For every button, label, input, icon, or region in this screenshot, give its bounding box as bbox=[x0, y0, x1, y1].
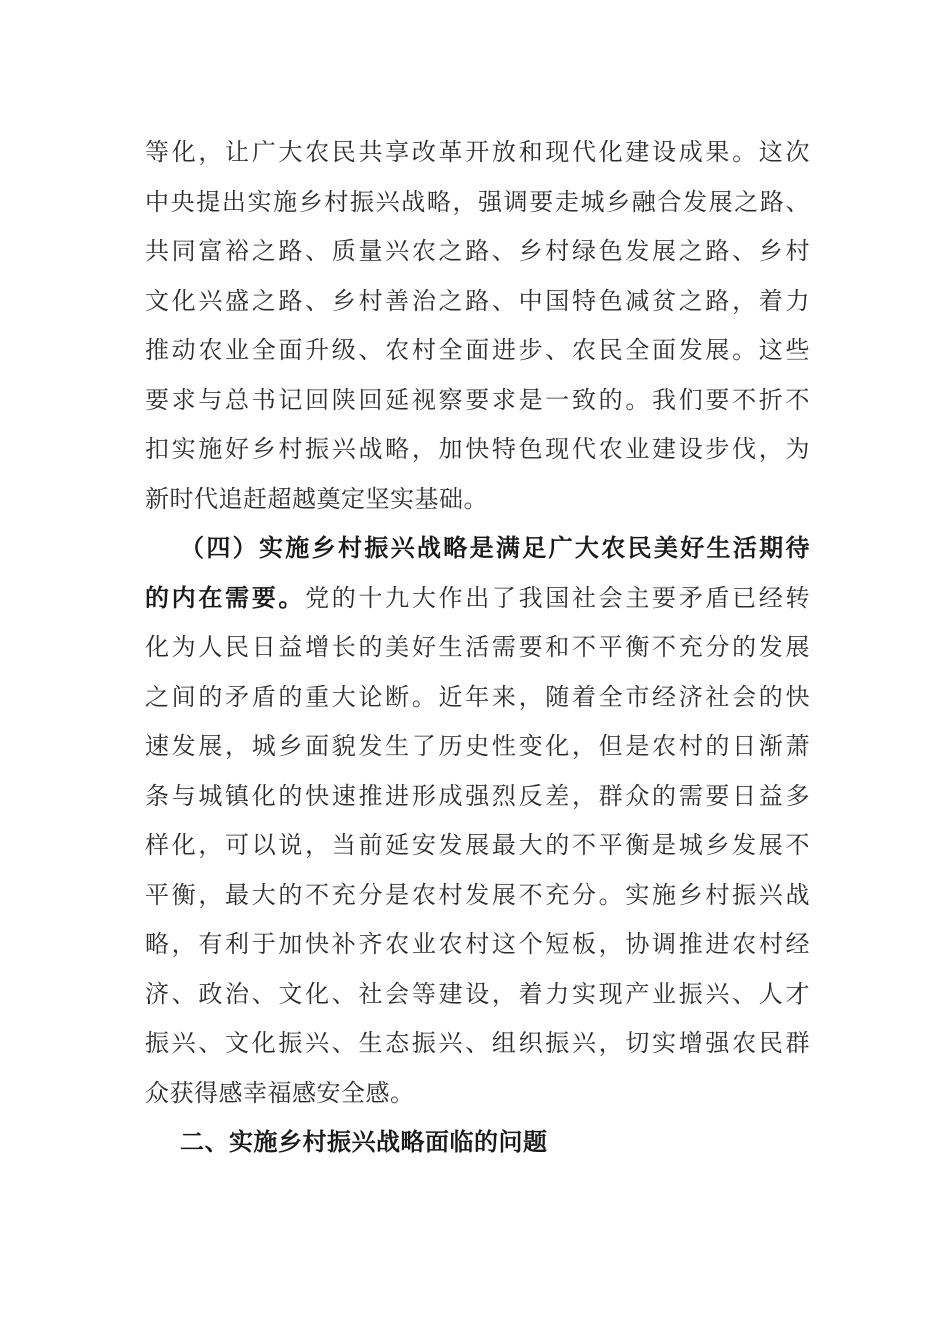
text-line: 推动农业全面升级、农村全面进步、农民全面发展。这些 bbox=[145, 336, 810, 364]
text-line: 平衡，最大的不充分是农村发展不充分。实施乡村振兴战 bbox=[145, 880, 810, 909]
text-line: 共同富裕之路、质量兴农之路、乡村绿色发展之路、乡村 bbox=[145, 237, 810, 265]
text-line: 文化兴盛之路、乡村善治之路、中国特色减贫之路，着力 bbox=[145, 286, 810, 315]
text-line: 样化，可以说，当前延安发展最大的不平衡是城乡发展不 bbox=[145, 831, 810, 859]
text-line: 新时代追赶超越奠定坚实基础。 bbox=[145, 484, 488, 513]
document-body bbox=[145, 128, 810, 1168]
text-line: 化为人民日益增长的美好生活需要和不平衡不充分的发展 bbox=[145, 633, 810, 661]
text-line: 众获得感幸福感安全感。 bbox=[145, 1078, 415, 1107]
text-line: 条与城镇化的快速推进形成强烈反差，群众的需要日益多 bbox=[145, 781, 810, 810]
text-line: 等化，让广大农民共享改革开放和现代化建设成果。这次 bbox=[145, 138, 810, 166]
text-line: 速发展，城乡面貌发生了历史性变化，但是农村的日渐萧 bbox=[145, 732, 810, 760]
text-line: 之间的矛盾的重大论断。近年来，随着全市经济社会的快 bbox=[145, 682, 810, 711]
text-line: 扣实施好乡村振兴战略，加快特色现代农业建设步伐，为 bbox=[145, 435, 810, 463]
section-heading: 二、实施乡村振兴战略面临的问题 bbox=[180, 1128, 548, 1156]
mixed-line bbox=[145, 574, 810, 624]
text-line: 中央提出实施乡村振兴战略，强调要走城乡融合发展之路、 bbox=[145, 187, 810, 216]
text-line: 振兴、文化振兴、生态振兴、组织振兴，切实增强农民群 bbox=[145, 1029, 810, 1057]
text-line: 略，有利于加快补齐农业农村这个短板，协调推进农村经 bbox=[145, 930, 810, 958]
text-line: 要求与总书记回陕回延视察要求是一致的。我们要不折不 bbox=[145, 385, 810, 414]
text-fragment: 党的十九大作出了我国社会主要矛盾已经转 bbox=[305, 583, 810, 612]
subheading-tail: 的内在需要。 bbox=[145, 583, 306, 612]
subheading-line: （四）实施乡村振兴战略是满足广大农民美好生活期待 bbox=[180, 534, 810, 562]
text-line: 济、政治、文化、社会等建设，着力实现产业振兴、人才 bbox=[145, 979, 810, 1008]
paragraph-continuation bbox=[145, 128, 810, 524]
paragraph-four bbox=[145, 524, 810, 1118]
